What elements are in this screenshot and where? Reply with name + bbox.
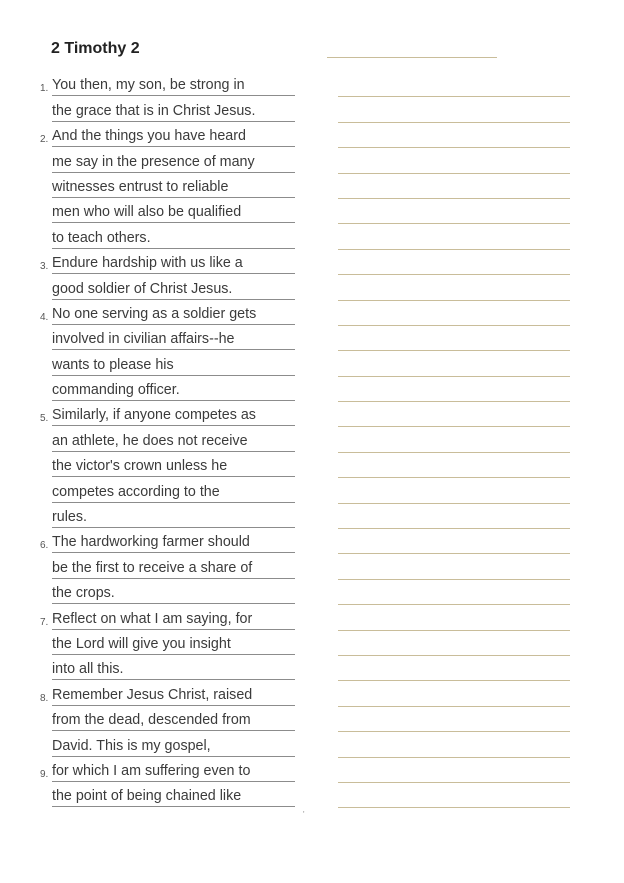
verse-text: involved in civilian affairs--he: [52, 330, 295, 350]
writing-line[interactable]: [338, 453, 570, 478]
verse-text: the victor's crown unless he: [52, 457, 295, 477]
handwriting-column: [338, 72, 570, 808]
verse-text: No one serving as a soldier gets: [52, 305, 295, 325]
verse-text: Remember Jesus Christ, raised: [52, 686, 295, 706]
verse-text: be the first to receive a share of: [52, 559, 295, 579]
verse-line: [40, 301, 300, 326]
writing-line[interactable]: [338, 174, 570, 199]
verse-text-column: [40, 72, 300, 808]
writing-line[interactable]: [338, 529, 570, 554]
verse-text: the grace that is in Christ Jesus.: [52, 102, 295, 122]
title-writing-rule: [327, 57, 497, 58]
verse-line: [40, 529, 300, 554]
verse-line: [40, 199, 300, 224]
verse-line: [40, 707, 300, 732]
verse-line: [40, 123, 300, 148]
verse-line: [40, 377, 300, 402]
verse-number: 9.: [40, 768, 49, 780]
writing-line[interactable]: [338, 580, 570, 605]
verse-number: 1.: [40, 83, 49, 95]
verse-line: [40, 224, 300, 249]
verse-number: 4.: [40, 311, 49, 323]
verse-text: an athlete, he does not receive: [52, 432, 295, 452]
writing-line[interactable]: [338, 224, 570, 249]
verse-line: [40, 148, 300, 173]
verse-text: competes according to the: [52, 483, 295, 503]
verse-line: [40, 504, 300, 529]
writing-line[interactable]: [338, 478, 570, 503]
verse-number: 7.: [40, 616, 49, 628]
writing-line[interactable]: [338, 250, 570, 275]
verse-line: [40, 631, 300, 656]
verse-text: into all this.: [52, 660, 295, 680]
verse-line: [40, 732, 300, 757]
verse-text: witnesses entrust to reliable: [52, 178, 295, 198]
verse-line: [40, 758, 300, 783]
verse-line: [40, 427, 300, 452]
verse-text: Reflect on what I am saying, for: [52, 610, 295, 630]
verse-line: [40, 97, 300, 122]
verse-number: 8.: [40, 692, 49, 704]
verse-line: [40, 275, 300, 300]
writing-line[interactable]: [338, 377, 570, 402]
page-marker: ': [303, 810, 305, 819]
verse-text: the point of being chained like: [52, 787, 295, 807]
writing-line[interactable]: [338, 758, 570, 783]
verse-text: David. This is my gospel,: [52, 737, 295, 757]
verse-text: from the dead, descended from: [52, 711, 295, 731]
writing-line[interactable]: [338, 427, 570, 452]
verse-line: [40, 402, 300, 427]
verse-text: men who will also be qualified: [52, 203, 295, 223]
writing-line[interactable]: [338, 301, 570, 326]
writing-line[interactable]: [338, 707, 570, 732]
verse-line: [40, 174, 300, 199]
verse-line: [40, 656, 300, 681]
verse-line: [40, 681, 300, 706]
verse-line: [40, 554, 300, 579]
writing-line[interactable]: [338, 275, 570, 300]
verse-text: me say in the presence of many: [52, 153, 295, 173]
verse-text: the Lord will give you insight: [52, 635, 295, 655]
writing-line[interactable]: [338, 504, 570, 529]
verse-line: [40, 250, 300, 275]
verse-text: for which I am suffering even to: [52, 762, 295, 782]
verse-number: 6.: [40, 540, 49, 552]
verse-line: [40, 783, 300, 808]
verse-text: rules.: [52, 508, 295, 528]
verse-number: 5.: [40, 413, 49, 425]
verse-text: And the things you have heard: [52, 127, 295, 147]
verse-line: [40, 605, 300, 630]
verse-text: the crops.: [52, 584, 295, 604]
verse-text: good soldier of Christ Jesus.: [52, 280, 295, 300]
writing-line[interactable]: [338, 631, 570, 656]
verse-line: [40, 478, 300, 503]
verse-text: to teach others.: [52, 229, 295, 249]
verse-line: [40, 453, 300, 478]
writing-line[interactable]: [338, 97, 570, 122]
verse-line: [40, 580, 300, 605]
writing-line[interactable]: [338, 681, 570, 706]
verse-text: You then, my son, be strong in: [52, 76, 295, 96]
writing-line[interactable]: [338, 605, 570, 630]
writing-line[interactable]: [338, 732, 570, 757]
writing-line[interactable]: [338, 72, 570, 97]
verse-text: wants to please his: [52, 356, 295, 376]
verse-line: [40, 72, 300, 97]
writing-line[interactable]: [338, 402, 570, 427]
verse-text: commanding officer.: [52, 381, 295, 401]
writing-line[interactable]: [338, 326, 570, 351]
verse-text: The hardworking farmer should: [52, 533, 295, 553]
verse-number: 3.: [40, 261, 49, 273]
writing-line[interactable]: [338, 351, 570, 376]
verse-line: [40, 326, 300, 351]
verse-text: Similarly, if anyone competes as: [52, 406, 295, 426]
verse-line: [40, 351, 300, 376]
writing-line[interactable]: [338, 656, 570, 681]
writing-line[interactable]: [338, 783, 570, 808]
writing-line[interactable]: [338, 554, 570, 579]
writing-line[interactable]: [338, 199, 570, 224]
page-title: 2 Timothy 2: [51, 40, 140, 57]
writing-line[interactable]: [338, 123, 570, 148]
verse-number: 2.: [40, 134, 49, 146]
verse-text: Endure hardship with us like a: [52, 254, 295, 274]
writing-line[interactable]: [338, 148, 570, 173]
